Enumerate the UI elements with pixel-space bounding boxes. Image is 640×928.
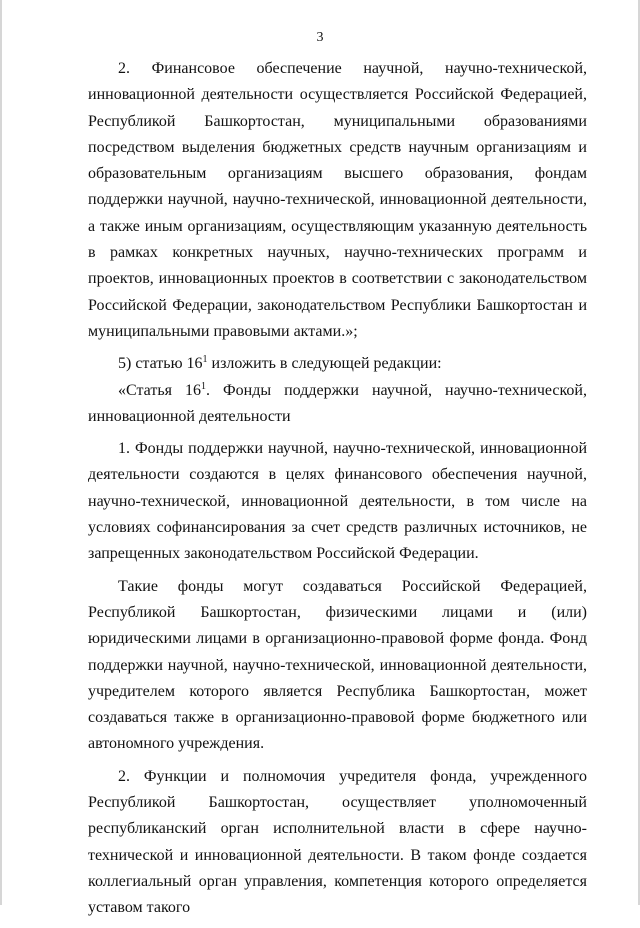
amendment-text-start: 5) статью 16	[118, 355, 203, 373]
paragraph-amendment-instruction	[88, 351, 587, 377]
paragraph-financing: 2. Финансовое обеспечение научной, научно-технической, инновационной деятельности осуществляется Российской Федерацией, Республикой Башкортостан, муниципальными образованиями посредством выделения бюджетных средств научным организациям и образовательным организациям высшего образования, фондам поддержки научной, научно-технической, инновационной деятельности, а также иным организациям, осуществляющим указанную деятельность в рамках конкретных научных, научно-технических программ и проектов, инновационных проектов в соответствии с законодательством Российской Федерации, законодательством Республики Башкортостан и муниципальными правовыми актами.»;	[88, 60, 587, 340]
paragraph-funds-purpose: 1. Фонды поддержки научной, научно-технической, инновационной деятельности создаются в целях финансового обеспечения научной, научно-технической, инновационной деятельности, в том числе на условиях софинансирования за счет средств различных источников, не запрещенных законодательством Российской Федерации.	[88, 440, 587, 563]
article-heading-start: «Статья 16	[118, 381, 201, 399]
scan-edge-left	[0, 0, 2, 905]
paragraph-founder-functions: 2. Функции и полномочия учредителя фонда, учрежденного Республикой Башкортостан, осуществляет уполномоченный республиканский орган исполнительной власти в сфере научно-технической и инновационной деятельности. В таком фонде создается коллегиальный орган управления, компетенция которого определяется уставом такого	[88, 767, 587, 917]
article-superscript: 1	[202, 354, 208, 366]
article-heading-end: . Фонды поддержки научной, научно-технической, инновационной деятельности	[88, 381, 587, 425]
document-body	[88, 56, 587, 928]
page-number: 3	[316, 30, 324, 45]
paragraph-funds-founders: Такие фонды могут создаваться Российской Федерацией, Республикой Башкортостан, физическими лицами и (или) юридическими лицами в организационно-правовой форме фонда. Фонд поддержки научной, научно-технической, инновационной деятельности, учредителем которого является Республика Башкортостан, может создаваться также в организационно-правовой форме бюджетного или автономного учреждения.	[88, 577, 587, 753]
amendment-text-end: изложить в следующей редакции:	[207, 355, 442, 373]
article-heading-superscript: 1	[201, 380, 206, 392]
article-heading	[88, 378, 587, 431]
